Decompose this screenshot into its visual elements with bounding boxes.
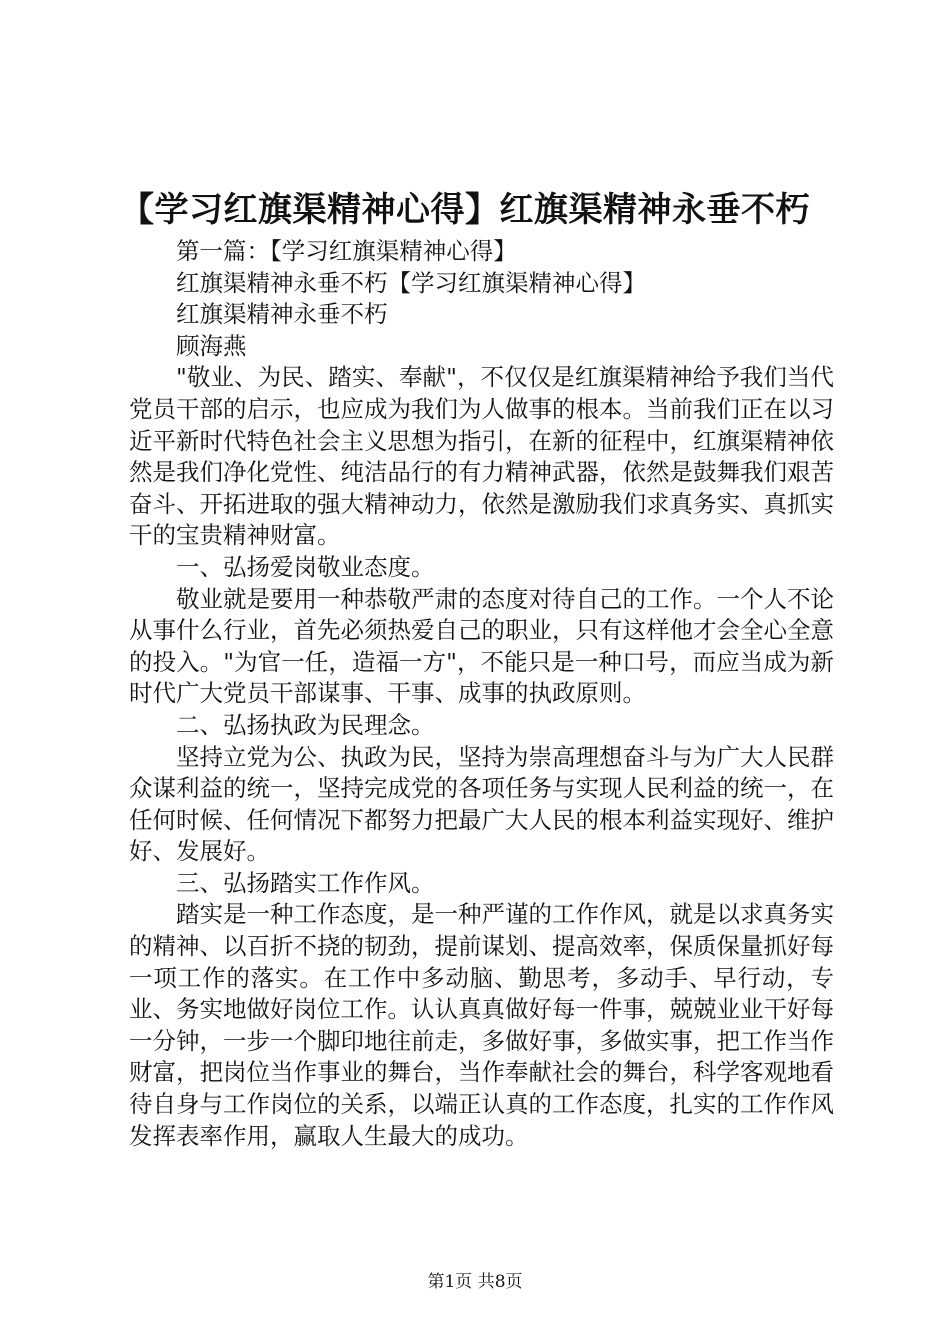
section-heading-3: 三、弘扬踏实工作作风。 [176, 868, 435, 897]
paragraph-subtitle: 红旗渠精神永垂不朽【学习红旗渠精神心得】 [176, 268, 646, 297]
section-heading-1: 一、弘扬爱岗敬业态度。 [176, 552, 435, 581]
paragraph-section-3: 踏实是一种工作态度，是一种严谨的工作作风，就是以求真务实的精神、以百折不挠的韧劲，提前谋划、提高效率，保质保量抓好每一项工作的落实。在工作中多动脑、勤思考，多动手、早行动，专业、务实地做好岗位工作。认认真真做好每一件事，兢兢业业干好每一分钟，一步一个脚印地往前走，多做好事，多做实事，把工作当作财富，把岗位当作事业的舞台，当作奉献社会的舞台，科学客观地看待自身与工作岗位的关系，以端正认真的工作态度，扎实的工作作风发挥表率作用，赢取人生最大的成功。 [129, 900, 834, 1150]
section-heading-2: 二、弘扬执政为民理念。 [176, 710, 435, 739]
paragraph-part-heading: 第一篇：【学习红旗渠精神心得】 [176, 237, 517, 265]
paragraph-article-title: 红旗渠精神永垂不朽 [176, 300, 388, 329]
page-footer: 第1页 共8页 [427, 1272, 523, 1292]
paragraph-section-2: 坚持立党为公、执政为民，坚持为崇高理想奋斗与为广大人民群众谋利益的统一，坚持完成党的各项任务与实现人民利益的统一，在任何时候、任何情况下都努力把最广大人民的根本利益实现好、维护好、发展好。 [129, 742, 834, 866]
paragraph-author: 顾海燕 [176, 331, 247, 360]
document-title: 【学习红旗渠精神心得】红旗渠精神永垂不朽 [120, 190, 810, 230]
paragraph-section-1: 敬业就是要用一种恭敬严肃的态度对待自己的工作。一个人不论从事什么行业，首先必须热爱自己的职业，只有这样他才会全心全意的投入。"为官一任，造福一方"，不能只是一种口号，而应当成为新时代广大党员干部谋事、干事、成事的执政原则。 [129, 584, 834, 708]
paragraph-intro: "敬业、为民、踏实、奉献"，不仅仅是红旗渠精神给予我们当代党员干部的启示，也应成为我们为人做事的根本。当前我们正在以习近平新时代特色社会主义思想为指引，在新的征程中，红旗渠精神依然是我们净化党性、纯洁品行的有力精神武器，依然是鼓舞我们艰苦奋斗、开拓进取的强大精神动力，依然是激励我们求真务实、真抓实干的宝贵精神财富。 [129, 363, 834, 550]
document-body [129, 236, 834, 1152]
